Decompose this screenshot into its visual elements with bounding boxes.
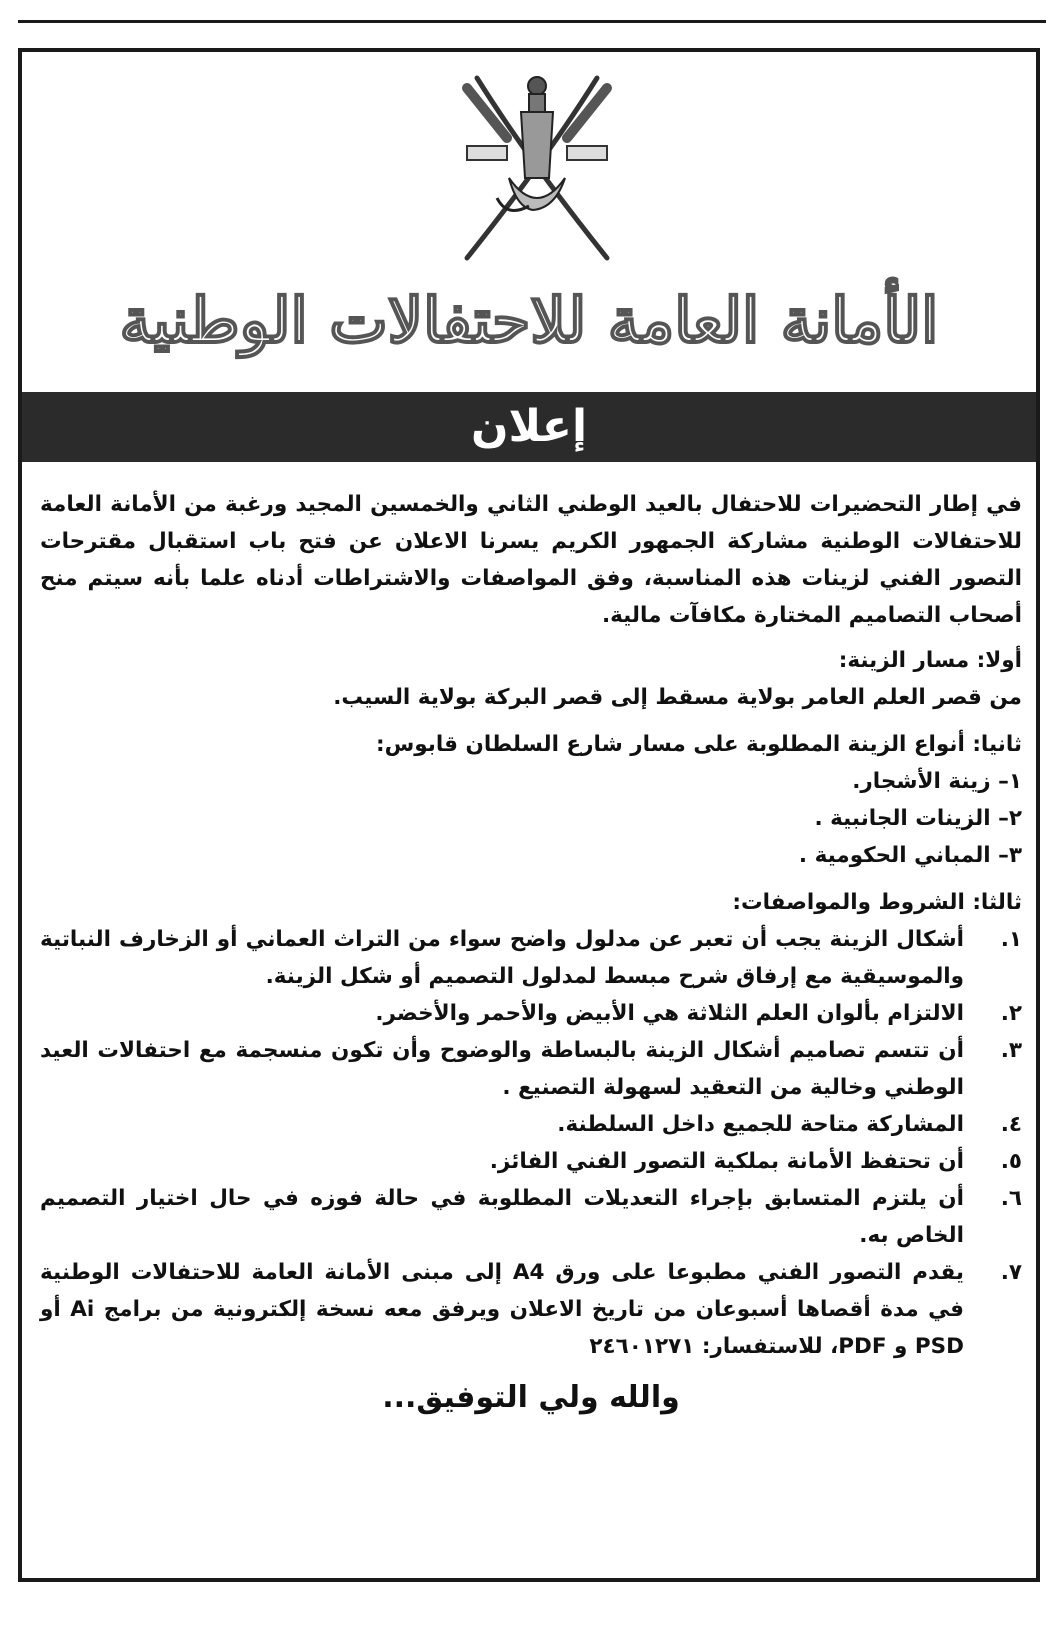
oman-khanjar-crossed-swords-emblem-icon — [437, 68, 637, 268]
item-number: ٢. — [1000, 1001, 1022, 1026]
list-item: ٢– الزينات الجانبية . — [814, 806, 1022, 831]
decoration-types-list — [40, 763, 1022, 874]
list-item — [40, 1180, 1022, 1254]
item-number: ٤. — [1000, 1112, 1022, 1137]
list-item — [40, 921, 1022, 995]
announcement-body — [40, 486, 1022, 1416]
item-number: ٣. — [1000, 1038, 1022, 1063]
intro-paragraph: في إطار التحضيرات للاحتفال بالعيد الوطني الثاني والخمسين المجيد ورغبة من الأمانة العامة للاحتفالات الوطنية مشاركة الجمهور الكريم يسرنا الاعلان عن فتح باب استقبال مقترحات التصور الفني لزينات هذه المناسبة، وفق المواصفات والاشتراطات أدناه علما بأنه سيتم منح أصحاب التصاميم المختارة مكافآت مالية. — [40, 492, 1022, 628]
list-item: ١– زينة الأشجار. — [852, 769, 1022, 794]
list-item: ٣– المباني الحكومية . — [798, 843, 1022, 868]
item-text: المشاركة متاحة للجميع داخل السلطنة. — [557, 1112, 964, 1137]
section-conditions-heading: ثالثا: الشروط والمواصفات: — [732, 890, 1022, 915]
item-number: ١. — [1000, 927, 1022, 952]
item-text: الالتزام بألوان العلم الثلاثة هي الأبيض والأحمر والأخضر. — [375, 1001, 964, 1026]
item-number: ٦. — [1000, 1186, 1022, 1211]
closing-line: والله ولي التوفيق... — [382, 1380, 680, 1415]
top-rule — [18, 20, 1046, 23]
conditions-list — [40, 921, 1022, 1365]
item-text: أن تتسم تصاميم أشكال الزينة بالبساطة والوضوح وأن تكون منسجمة مع احتفالات العيد الوطني وخالية من التعقيد لسهولة التصنيع . — [40, 1038, 964, 1100]
item-text: أن يلتزم المتسابق بإجراء التعديلات المطلوبة في حالة فوزه في حال اختيار التصميم الخاص به. — [40, 1186, 964, 1248]
route-text: من قصر العلم العامر بولاية مسقط إلى قصر البركة بولاية السيب. — [333, 685, 1022, 710]
item-text: يقدم التصور الفني مطبوعا على ورق A4 إلى مبنى الأمانة العامة للاحتفالات الوطنية في مدة أقصاها أسبوعان من تاريخ الاعلان ويرفق معه نسخة إلكترونية من برامج Ai أو PSD و PDF، للاستفسار: ٢٤٦٠١٢٧١ — [40, 1260, 964, 1359]
organization-name: الأمانة العامة للاحتفالات الوطنية — [119, 284, 939, 357]
list-item — [40, 995, 1022, 1032]
item-text: أشكال الزينة يجب أن تعبر عن مدلول واضح سواء من التراث العماني أو الزخارف النباتية والموسيقية مع إرفاق شرح مبسط لمدلول التصميم أو شكل الزينة. — [40, 927, 964, 989]
item-number: ٧. — [1000, 1260, 1022, 1285]
announcement-title: إعلان — [470, 401, 588, 452]
list-item — [40, 1254, 1022, 1365]
section-route-heading: أولا: مسار الزينة: — [838, 648, 1022, 673]
item-number: ٥. — [1000, 1149, 1022, 1174]
list-item — [40, 1143, 1022, 1180]
list-item — [40, 1032, 1022, 1106]
item-text: أن تحتفظ الأمانة بملكية التصور الفني الفائز. — [489, 1149, 964, 1174]
section-decoration-types-heading: ثانيا: أنواع الزينة المطلوبة على مسار شارع السلطان قابوس: — [376, 732, 1022, 757]
list-item — [40, 1106, 1022, 1143]
announcement-banner — [22, 392, 1036, 462]
announcement-frame — [18, 48, 1040, 1582]
